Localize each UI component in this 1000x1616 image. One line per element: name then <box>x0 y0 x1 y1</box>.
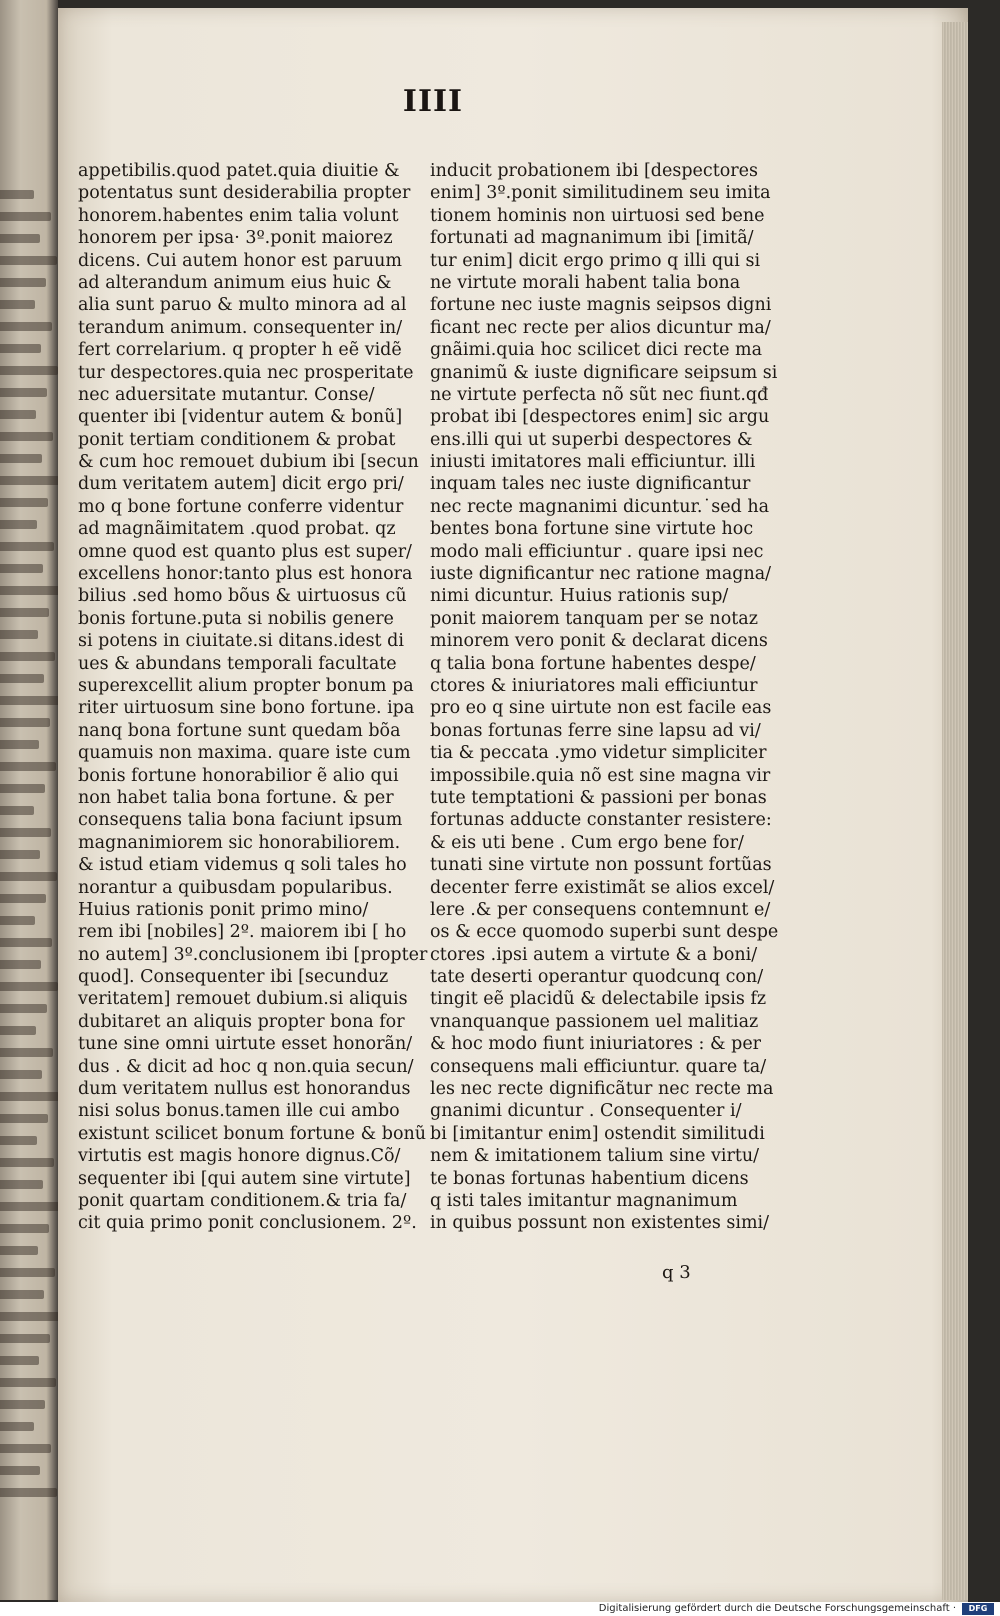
ghost-text-line <box>0 1136 37 1145</box>
text-line: pro eo q sine uirtute non est facile eas <box>430 698 772 719</box>
ghost-text-line <box>0 1092 58 1101</box>
text-line: ctores & iniuriatores mali efficiuntur <box>430 675 758 696</box>
ghost-text-line <box>0 586 58 595</box>
ghost-text-line <box>0 960 41 969</box>
ghost-text-line <box>0 1180 43 1189</box>
ghost-text-line <box>0 476 58 485</box>
text-line: inquam tales nec iuste dignificantur <box>430 474 751 495</box>
ghost-text-line <box>0 674 44 683</box>
text-line: honorem.habentes enim talia volunt <box>78 205 399 226</box>
signature-mark: q 3 <box>662 1262 691 1283</box>
ghost-text-line <box>0 850 40 859</box>
text-line: bi [imitantur enim] ostendit similitudi <box>430 1123 765 1144</box>
text-line: tionem hominis non uirtuosi sed bene <box>430 205 765 226</box>
text-line: tate deserti operantur quodcunq con/ <box>430 967 764 988</box>
text-line: fortune nec iuste magnis seipsos digni <box>430 295 772 316</box>
ghost-text-line <box>0 234 40 243</box>
ghost-text-line <box>0 696 58 705</box>
ghost-text-line <box>0 1114 48 1123</box>
text-line: gnanimũ & iuste dignificare seipsum si <box>430 362 778 383</box>
ghost-text-line <box>0 300 35 309</box>
text-line: q talia bona fortune habentes despe/ <box>430 653 756 674</box>
text-line: dus . & dicit ad hoc q non.quia secun/ <box>78 1056 414 1077</box>
text-line: omne quod est quanto plus est super/ <box>78 541 412 562</box>
ghost-text-line <box>0 762 56 771</box>
text-line: nem & imitationem talium sine virtu/ <box>430 1146 760 1167</box>
text-line: tingit eẽ placidũ & delectabile ipsis fz <box>430 989 767 1010</box>
text-line: ponit quartam conditionem.& tria fa/ <box>78 1190 407 1211</box>
folio-number: IIII <box>402 84 464 119</box>
ghost-text-line <box>0 1004 47 1013</box>
ghost-text-line <box>0 1202 58 1211</box>
ghost-text-line <box>0 718 50 727</box>
ghost-text-line <box>0 784 45 793</box>
text-line: & eis uti bene . Cum ergo bene for/ <box>430 832 744 853</box>
text-line: probat ibi [despectores enim] sic argu <box>430 407 770 428</box>
ghost-text-line <box>0 1466 40 1475</box>
text-line: nimi dicuntur. Huius rationis sup/ <box>430 586 729 607</box>
text-line: & cum hoc remouet dubium ibi [secun <box>78 452 419 473</box>
text-line: nec recte magnanimi dicuntur.˙sed ha <box>430 496 770 517</box>
text-line: gnãimi.quia hoc scilicet dici recte ma <box>430 340 763 361</box>
ghost-text-line <box>0 872 57 881</box>
text-line: impossibile.quia nõ est sine magna vir <box>430 765 771 786</box>
text-line: mo q bone fortune conferre videntur <box>78 496 404 517</box>
previous-page-edge <box>0 0 58 1600</box>
ghost-text-line <box>0 938 52 947</box>
ghost-text-line <box>0 894 46 903</box>
text-line: veritatem] remouet dubium.si aliquis <box>78 989 408 1010</box>
text-line: fortunas adducte constanter resistere: <box>430 810 772 831</box>
text-line: tute temptationi & passioni per bonas <box>430 787 767 808</box>
ghost-text-line <box>0 740 39 749</box>
text-line: nec aduersitate mutantur. Conse/ <box>78 384 375 405</box>
ghost-text-line <box>0 410 36 419</box>
text-line: te bonas fortunas habentium dicens <box>430 1168 749 1189</box>
text-line: bonas fortunas ferre sine lapsu ad vi/ <box>430 720 761 741</box>
text-line: fert correlarium. q propter h eẽ vidẽ <box>78 340 402 361</box>
text-line: existunt scilicet bonum fortune & bonũ <box>78 1123 427 1144</box>
ghost-text-line <box>0 982 58 991</box>
text-line: no autem] 3º.conclusionem ibi [propter <box>78 944 428 965</box>
text-line: vnanquanque passionem uel malitiaz <box>430 1011 759 1032</box>
dfg-logo: DFG <box>962 1603 994 1615</box>
ghost-text-line <box>0 1290 44 1299</box>
ghost-text-line <box>0 1378 56 1387</box>
page-stack-edge <box>942 22 968 1600</box>
text-line: bonis fortune.puta si nobilis genere <box>78 608 394 629</box>
text-line: ne virtute perfecta nõ sũt nec fiunt.qđ <box>430 384 769 405</box>
ghost-text-line <box>0 1048 53 1057</box>
text-line: honorem per ipsa· 3º.ponit maiorez <box>78 228 393 249</box>
ghost-text-line <box>0 256 57 265</box>
text-line: minorem vero ponit & declarat dicens <box>430 631 768 652</box>
text-line: ponit maiorem tanquam per se notaz <box>430 608 758 629</box>
text-line: decenter ferre existimãt se alios excel/ <box>430 877 775 898</box>
text-line: rem ibi [nobiles] 2º. maiorem ibi [ ho <box>78 922 407 943</box>
ghost-text-line <box>0 190 34 199</box>
text-line: tia & peccata .ymo videtur simpliciter <box>430 743 767 764</box>
text-line: potentatus sunt desiderabilia propter <box>78 183 411 204</box>
text-line: dum veritatem autem] dicit ergo pri/ <box>78 474 404 495</box>
ghost-text-line <box>0 1422 34 1431</box>
text-line: modo mali efficiuntur . quare ipsi nec <box>430 541 764 562</box>
ghost-text-line <box>0 212 51 221</box>
text-line: ctores .ipsi autem a virtute & a boni/ <box>430 944 758 965</box>
text-line: bilius .sed homo bõus & uirtuosus cũ <box>78 586 407 607</box>
text-line: si potens in ciuitate.si ditans.idest di <box>78 631 404 652</box>
text-line: ues & abundans temporali facultate <box>78 653 397 674</box>
text-line: ponit tertiam conditionem & probat <box>78 429 396 450</box>
ghost-text-line <box>0 278 46 287</box>
text-line: ad magnãimitatem .quod probat. qz <box>78 519 396 540</box>
ghost-text-line <box>0 322 52 331</box>
ghost-text-line <box>0 1356 39 1365</box>
text-line: sequenter ibi [qui autem sine virtute] <box>78 1168 411 1189</box>
ghost-text-line <box>0 366 58 375</box>
ghost-text-line <box>0 916 35 925</box>
text-line: quamuis non maxima. quare iste cum <box>78 743 411 764</box>
text-line: iniusti imitatores mali efficiuntur. illi <box>430 452 756 473</box>
ghost-text-line <box>0 432 53 441</box>
text-line: ad alterandum animum eius huic & <box>78 272 392 293</box>
text-line: ne virtute morali habent talia bona <box>430 272 741 293</box>
text-line: dicens. Cui autem honor est paruum <box>78 250 403 271</box>
text-line: q isti tales imitantur magnanimum <box>430 1190 738 1211</box>
ghost-text-line <box>0 1026 36 1035</box>
ghost-text-line <box>0 1268 55 1277</box>
text-line: tune sine omni uirtute esset honorãn/ <box>78 1034 413 1055</box>
ghost-text-line <box>0 1400 45 1409</box>
text-line: nanq bona fortune sunt quedam bõa <box>78 720 401 741</box>
text-line: terandum animum. consequenter in/ <box>78 317 403 338</box>
text-line: cit quia primo ponit conclusionem. 2º. <box>78 1213 417 1234</box>
text-line: les nec recte dignificãtur nec recte ma <box>430 1079 774 1100</box>
text-line: riter uirtuosum sine bono fortune. ipa <box>78 698 415 719</box>
ghost-text-line <box>0 1488 57 1497</box>
ghost-text-line <box>0 1312 58 1321</box>
ghost-text-line <box>0 454 42 463</box>
text-line: in quibus possunt non existentes simi/ <box>430 1213 770 1234</box>
text-line: gnanimi dicuntur . Consequenter i/ <box>430 1101 742 1122</box>
ghost-text-line <box>0 520 37 529</box>
text-line: ficant nec recte per alios dicuntur ma/ <box>430 317 771 338</box>
ghost-text-line <box>0 1224 49 1233</box>
ghost-text-line <box>0 388 47 397</box>
ghost-text-line <box>0 806 34 815</box>
ghost-text-line <box>0 608 49 617</box>
text-line: consequens mali efficiuntur. quare ta/ <box>430 1056 767 1077</box>
text-line: virtutis est magis honore dignus.Cõ/ <box>78 1146 401 1167</box>
text-line: & istud etiam videmus q soli tales ho <box>78 855 407 876</box>
text-line: quenter ibi [videntur autem & bonũ] <box>78 407 403 428</box>
text-line: tur despectores.quia nec prosperitate <box>78 362 414 383</box>
text-line: fortunati ad magnanimum ibi [imitã/ <box>430 228 754 249</box>
digitization-footer <box>0 1602 1000 1616</box>
text-line: nisi solus bonus.tamen ille cui ambo <box>78 1101 400 1122</box>
ghost-text-line <box>0 1158 54 1167</box>
text-line: bonis fortune honorabilior ẽ alio qui <box>78 765 399 786</box>
text-line: norantur a quibusdam popularibus. <box>78 877 393 898</box>
left-text-column <box>78 160 428 1235</box>
text-line: os & ecce quomodo superbi sunt despe <box>430 922 779 943</box>
text-line: alia sunt paruo & multo minora ad al <box>78 295 407 316</box>
text-line: ens.illi qui ut superbi despectores & <box>430 429 753 450</box>
text-line: appetibilis.quod patet.quia diuitie & <box>78 161 400 181</box>
footer-credit: Digitalisierung gefördert durch die Deutsche Forschungsgemeinschaft · <box>598 1603 956 1614</box>
ghost-text-line <box>0 344 41 353</box>
ghost-text-line <box>0 564 43 573</box>
ghost-text-line <box>0 1246 38 1255</box>
text-line: iuste dignificantur nec ratione magna/ <box>430 564 772 585</box>
text-line: inducit probationem ibi [despectores <box>430 161 758 181</box>
text-line: quod]. Consequenter ibi [secunduz <box>78 967 389 988</box>
ghost-text-line <box>0 630 38 639</box>
text-line: lere .& per consequens contemnunt e/ <box>430 899 771 920</box>
text-line: superexcellit alium propter bonum pa <box>78 675 414 696</box>
ghost-text-line <box>0 1070 42 1079</box>
ghost-text-line <box>0 652 55 661</box>
text-line: tur enim] dicit ergo primo q illi qui si <box>430 250 761 271</box>
text-line: & hoc modo fiunt iniuriatores : & per <box>430 1034 762 1055</box>
text-line: magnanimiorem sic honorabiliorem. <box>78 832 401 853</box>
ghost-text-line <box>0 542 54 551</box>
right-text-column <box>430 160 779 1235</box>
ghost-text-line <box>0 1334 50 1343</box>
text-line: non habet talia bona fortune. & per <box>78 787 394 808</box>
ghost-text-line <box>0 828 51 837</box>
text-line: dubitaret an aliquis propter bona for <box>78 1011 405 1032</box>
ghost-text-line <box>0 1444 51 1453</box>
text-line: dum veritatem nullus est honorandus <box>78 1079 411 1100</box>
text-line: tunati sine virtute non possunt fortũas <box>430 855 772 876</box>
text-line: bentes bona fortune sine virtute hoc <box>430 519 754 540</box>
text-line: enim] 3º.ponit similitudinem seu imita <box>430 183 771 204</box>
ghost-text-line <box>0 498 48 507</box>
text-line: excellens honor:tanto plus est honora <box>78 564 413 585</box>
text-line: Huius rationis ponit primo mino/ <box>78 899 369 920</box>
text-line: consequens talia bona faciunt ipsum <box>78 810 403 831</box>
